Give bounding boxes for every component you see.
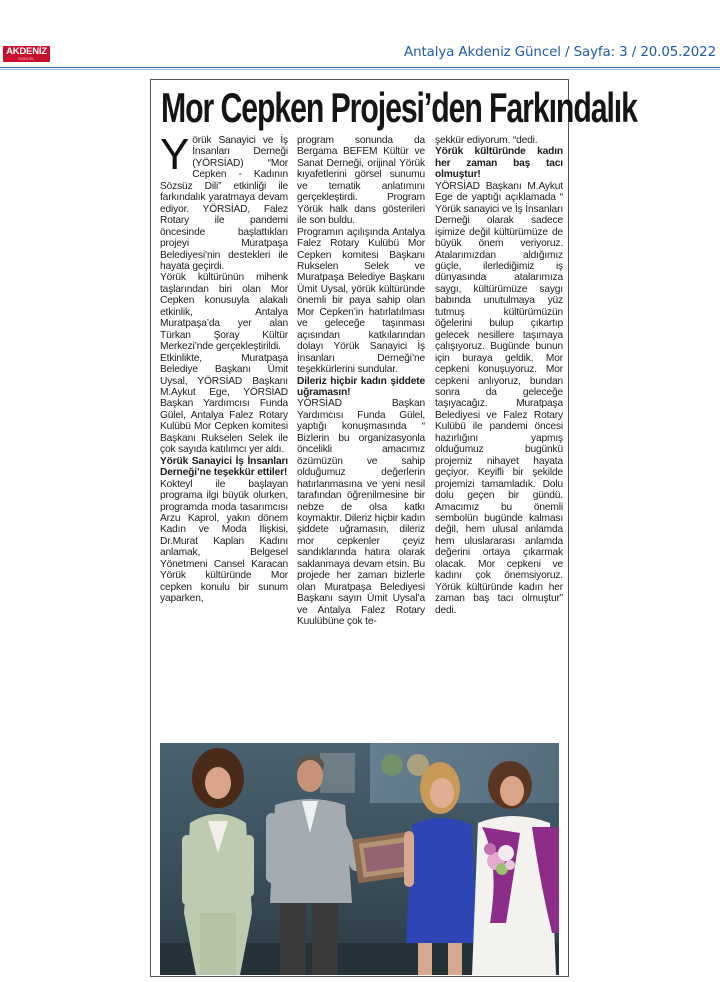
header-rule <box>0 67 720 68</box>
column-1-body <box>160 130 288 605</box>
article-column-3 <box>435 135 563 740</box>
article-text: program sonunda da Bergama BEFEM Kültür ve Sanat Derneği, orijinal Yörük kıyafetlerini görsel sunumu ve tematik anlatımını gerçekleştirdi. Program Yörük halk dans gösterileri ile son buldu. <box>297 135 425 227</box>
article-paragraph <box>435 135 563 146</box>
article-headline: Mor Cepken Projesi’den Farkındalık <box>161 84 637 131</box>
ceremony-photo <box>160 743 559 975</box>
header-rule-secondary <box>0 69 720 70</box>
article-paragraph <box>297 398 425 627</box>
article-paragraph <box>435 181 563 616</box>
logo-sub: GÜNCEL <box>18 57 35 61</box>
article-paragraph <box>435 146 563 180</box>
article-paragraph <box>160 479 288 605</box>
column-2-body <box>297 135 425 627</box>
article-text: Programın açılışında Antalya Falez Rotary Kulübü Mor Cepken komitesi Başkanı Rukselen Selek ve Muratpaşa Belediye Başkanı Ümit Uysal, yörük kültüründe önemli bir paya sahip olan Mor Cepken’in hatırlatılması ve geleceğe taşınması açısından katkılarından dolayı Yörük Sanayici İş İnsanları Derneği’ne teşekkürlerini sundular. <box>297 226 425 376</box>
article-text: örük Sanayici ve İş İnsanları Derneği (YÖRSİAD) “Mor Cepken - Kadının Sözsüz Dili” etkinliği ile farkındalık yaratmaya devam ediyor. YÖRSİAD, Falez Rotary ile pandemi öncesinde başlattıkları projeyi Muratpaşa Belediyesi’nin destekleri ile hayata geçirdi. <box>160 135 288 272</box>
page-info: Antalya Akdeniz Güncel / Sayfa: 3 / 20.05.2022 <box>404 45 716 60</box>
article-subhead: Dileriz hiçbir kadın şiddete uğramasın! <box>297 375 425 398</box>
article-paragraph <box>160 353 288 456</box>
ceremony-photo-image <box>160 743 559 975</box>
page-header <box>0 0 720 70</box>
article-paragraph <box>297 135 425 227</box>
article-paragraph <box>297 376 425 399</box>
person-1 <box>182 748 254 975</box>
article-text: Etkinlikte, Muratpaşa Belediye Başkanı Ümit Uysal, YÖRSİAD Başkanı M.Aykut Ege, YÖRSİAD Başkan Yardımcısı Funda Gülel, Antalya Falez Rotary Kulübü Mor Cepken komitesi Başkanı Rukselen Selek ile çok sayıda katılımcı yer aldı. <box>160 352 288 456</box>
article-text: YÖRSİAD Başkan Yardımcısı Funda Gülel, yaptığı konuşmasında “ Bizlerin bu organizasyonla öncelikli amacımız özümüzün ve sahip olduğumuz değerlerin hatırlanmasına ve yeni nesil tarafından öğrenilmesine bir nebze de olsa katkı koymaktır. Dileriz hiçbir kadın şiddete uğramasın, dileriz mor cepkenler çeyiz sandıklarında hatıra olarak saklanmaya devam etsin. Bu projede her zaman bizlerle olan Muratpaşa Belediyesi Başkanı sayın Ümit Uysal’a ve Antalya Falez Rotary Kuulübüne çok te- <box>297 398 425 628</box>
article-column-2 <box>297 135 425 740</box>
article-text: şekkür ediyorum. “dedi. <box>435 135 538 146</box>
drop-cap: Y <box>160 130 190 179</box>
article-text: Kokteyl ile başlayan programa ilgi büyük olurken, programda moda tasarımcısı Arzu Kaprol, yakın dönem Kadın ve Moda İlişkisi, Dr.Murat Kaplan Kadını anlamak, Belgesel Yönetmeni Cansel Karacan Yörük kültüründe Mor cepken konulu bir sunum yaparken, <box>160 478 288 605</box>
article-paragraph <box>160 272 288 352</box>
article-text: Yörük kültürünün mihenk taşlarından biri olan Mor Cepken konusuyla alakalı etkinlik, Antalya Muratpaşa’da yer alan Türkan Şoray Kültür Merkezi’nde gerçekleştirildi. <box>160 272 288 353</box>
news-clipping <box>150 79 637 977</box>
logo-word: AKDENİZ <box>6 46 47 57</box>
article-columns <box>160 130 564 740</box>
article-text: YÖRSİAD Başkanı M.Aykut Ege de yaptığı açıklamada “ Yörük sanayici ve İş İnsanları Derneği olarak sadece işimize değil kültürümüze de büyük önem veriyoruz. Atalarımızdan aldığımız güçle, ilerlediğimiz iş dünyasında atalarımıza saygı, kültürümüze saygı babında unutulmaya yüz tutmuş kültürümüzün öğelerini bulup çıkartıp gelecek nesillere taşımaya çalışıyoruz. Bugünde bunun için buraya geldik. Mor cepkeni konuşuyoruz. Mor cepkeni anlıyoruz, bundan sonra da geleceğe taşıyacağız. Muratpaşa Belediyesi ve Falez Rotary Kulübü ile pandemi öncesi hazırlığını yapmış olduğumuz bugünkü projemiz nihayet hayata geçiyor. Keyifli bir şekilde projemizi tamamladık. Dolu dolu geçen bir gündü. Amacımız bu önemli sembolün bugünde kalması değil, hem ulusal anlamda hem uluslararası anlamda değerini ortaya çıkarmak olacak. Mor cepkeni ve kadını çok önemsiyoruz. Yörük kültüründe kadın her zaman baş tacı olmuştur” dedi. <box>435 180 563 616</box>
newspaper-logo <box>3 46 50 62</box>
article-paragraph <box>160 456 288 479</box>
article-subhead: Yörük kültüründe kadın her zaman baş tacı olmuştur! <box>435 146 563 181</box>
article-column-1 <box>160 130 288 740</box>
article-subhead: Yörük Sanayici İş İnsanları Derneği’ne teşekkür ettiler! <box>160 455 288 479</box>
column-3-body <box>435 135 563 616</box>
article-paragraph <box>297 227 425 376</box>
